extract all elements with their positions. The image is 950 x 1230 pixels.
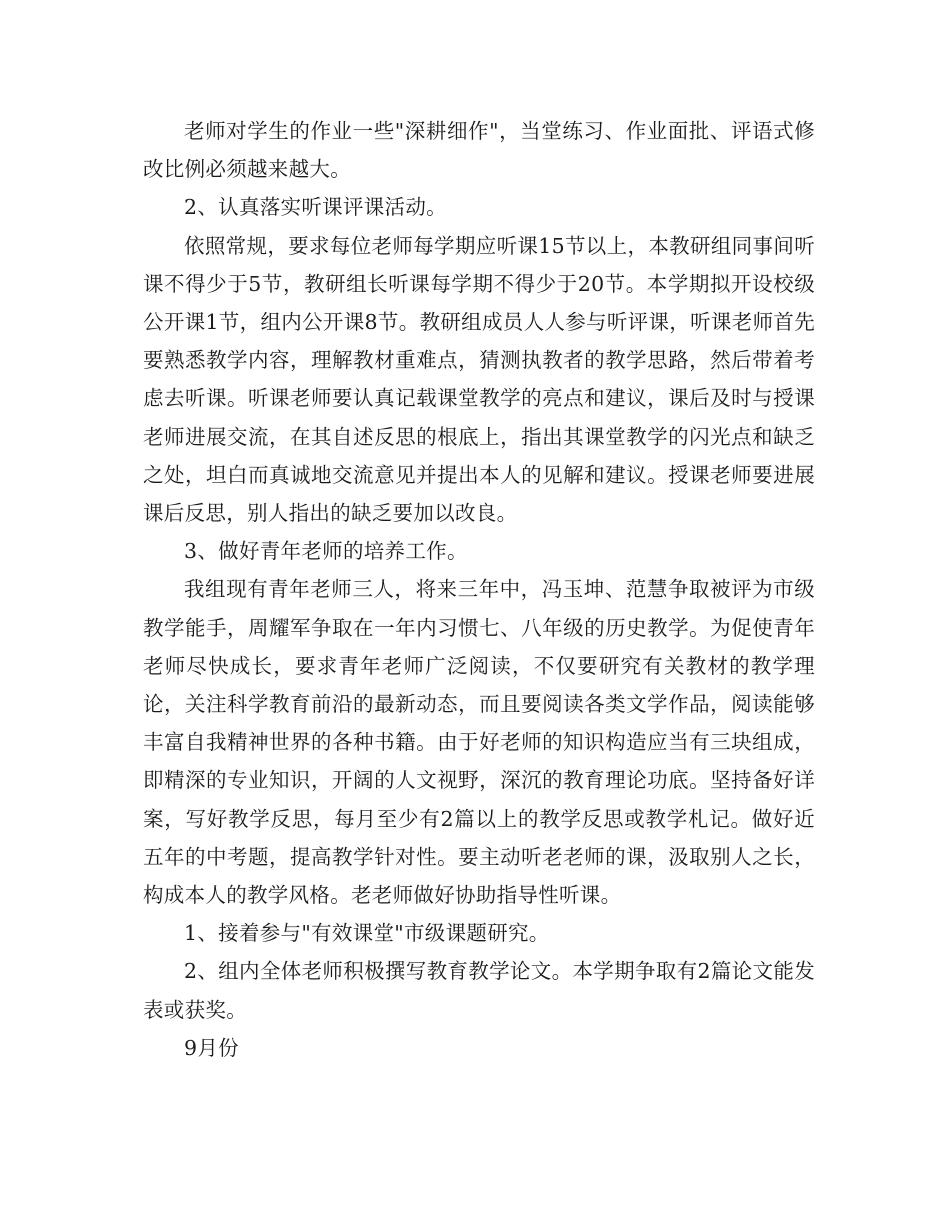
heading-lesson-observation: 2、认真落实听课评课活动。 — [184, 195, 447, 220]
heading-september: 9月份 — [184, 1035, 239, 1060]
item-effective-classroom-research: 1、接着参与"有效课堂"市级课题研究。 — [184, 921, 550, 946]
document-body — [143, 112, 815, 1067]
paragraph-lesson-observation-rules: 依照常规，要求每位老师每学期应听课15节以上，本教研组同事间听课不得少于5节，教研组长听课每学期不得少于20节。本学期拟开设校级公开课1节，组内公开课8节。教研组成员人人参与听评课，听课老师首先要熟悉教学内容，理解教材重难点，猜测执教者的教学思路，然后带着考虑去听课。听课老师要认真记载课堂教学的亮点和建议，课后及时与授课老师进展交流，在其自述反思的根底上，指出其课堂教学的闪光点和缺乏之处，坦白而真诚地交流意见并提出本人的见解和建议。授课老师要进展课后反思，别人指出的缺乏要加以改良。 — [143, 233, 815, 526]
item-teaching-papers: 2、组内全体老师积极撰写教育教学论文。本学期争取有2篇论文能发表或获奖。 — [143, 959, 815, 1022]
paragraph-young-teacher-training: 我组现有青年老师三人，将来三年中，冯玉坤、范慧争取被评为市级教学能手，周耀军争取在一年内习惯七、八年级的历史教学。为促使青年老师尽快成长，要求青年老师广泛阅读，不仅要研究有关教材的教学理论，关注科学教育前沿的最新动态，而且要阅读各类文学作品，阅读能够丰富自我精神世界的各种书籍。由于好老师的知识构造应当有三块组成，即精深的专业知识，开阔的人文视野，深沉的教育理论功底。坚持备好详案，写好教学反思，每月至少有2篇以上的教学反思或教学札记。做好近五年的中考题，提高教学针对性。要主动听老老师的课，汲取别人之长，构成本人的教学风格。老老师做好协助指导性听课。 — [143, 577, 815, 908]
heading-young-teacher-training: 3、做好青年老师的培养工作。 — [184, 539, 468, 564]
paragraph-homework-requirements: 老师对学生的作业一些"深耕细作"，当堂练习、作业面批、评语式修改比例必须越来越大。 — [143, 119, 815, 182]
